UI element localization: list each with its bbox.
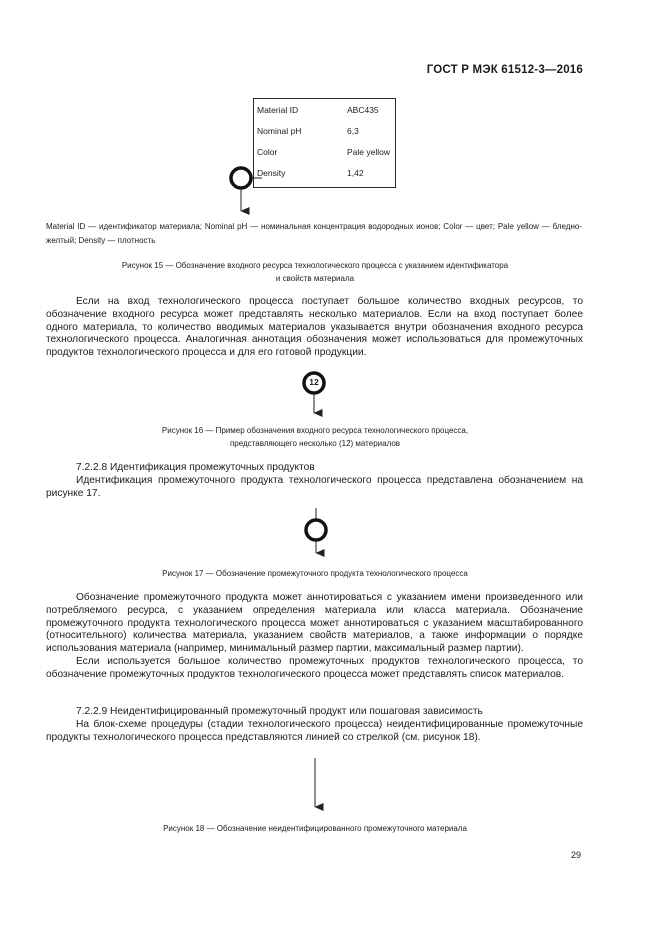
annotation-value: ABC435 — [347, 105, 379, 115]
input-resource-symbol — [231, 168, 251, 188]
annotation-key: Material ID — [257, 105, 299, 115]
paragraph-text: Идентификация промежуточного продукта технологического процесса представлена обозначением на рисунке 17. — [46, 475, 583, 499]
caption-line: Рисунок 15 — Обозначение входного ресурса технологического процесса с указанием идентификатора — [121, 261, 509, 270]
caption-line: и свойств материала — [275, 274, 355, 283]
document-code: ГОСТ Р МЭК 61512-3—2016 — [426, 64, 583, 76]
intermediate-product-symbol — [306, 520, 326, 540]
section-heading: 7.2.2.8 Идентификация промежуточных продуктов — [76, 462, 315, 473]
figure-caption: Рисунок 18 — Обозначение неидентифицированного промежуточного материала — [163, 824, 467, 833]
annotation-key: Nominal pH — [257, 126, 302, 136]
annotation-key: Density — [257, 168, 286, 178]
body-paragraph — [46, 296, 583, 360]
annotation-value: Pale yellow — [347, 147, 390, 157]
body-paragraph — [46, 719, 583, 745]
paragraph-text: Обозначение промежуточного продукта может аннотироваться с указанием имени произведенного или потребляемого ресурса, с указанием определения материала или класса материала. Обозначение промежуточного продукта технологического процесса может аннотироваться с указанием масштабированного (относительного) количества материала, указанием свойств материалов, а также информации о порядке использования материала (например, минимальный размер партии, максимальный размер партии). — [46, 592, 583, 655]
figure-caption — [46, 424, 584, 450]
figure-caption — [46, 259, 584, 285]
body-paragraph — [46, 592, 583, 682]
material-count-label: 12 — [309, 377, 319, 387]
annotation-value: 1,42 — [347, 168, 364, 178]
paragraph-text: Если на вход технологического процесса поступает большое количество входных ресурсов, то обозначение входного ресурса может представлять несколько материалов. Если на вход поступает более одного материала, то количество вводимых материалов указывается внутри обозначения входного ресурса технологического процесса. Аналогичная аннотация обозначения может использоваться для промежуточных продуктов технологического процесса и для его готовой продукции. — [46, 296, 583, 359]
figure-note: Material ID — идентификатор материала; Nominal pH — номинальная концентрация водородных ионов; Color — цвет; Pale yellow — бледно-желтый; Density — плотность — [46, 222, 582, 245]
paragraph-text: Если используется большое количество промежуточных продуктов технологического процесса, то обозначение промежуточных продуктов технологического процесса может представлять список материалов. — [46, 655, 583, 680]
section-heading: 7.2.2.9 Неидентифицированный промежуточный продукт или пошаговая зависимость — [76, 706, 483, 717]
annotation-value: 6,3 — [347, 126, 359, 136]
paragraph-text: На блок-схеме процедуры (стадии технологического процесса) неидентифицированные промежуточные продукты технологического процесса представляются линией со стрелкой (см. рисунок 18). — [46, 719, 583, 743]
caption-line: представляющего несколько (12) материалов — [229, 439, 401, 448]
body-paragraph — [46, 475, 583, 501]
page-number: 29 — [570, 850, 581, 860]
figure-caption: Рисунок 17 — Обозначение промежуточного продукта технологического процесса — [162, 569, 468, 578]
annotation-key: Color — [257, 147, 278, 157]
caption-line: Рисунок 16 — Пример обозначения входного ресурса технологического процесса, — [161, 426, 469, 435]
